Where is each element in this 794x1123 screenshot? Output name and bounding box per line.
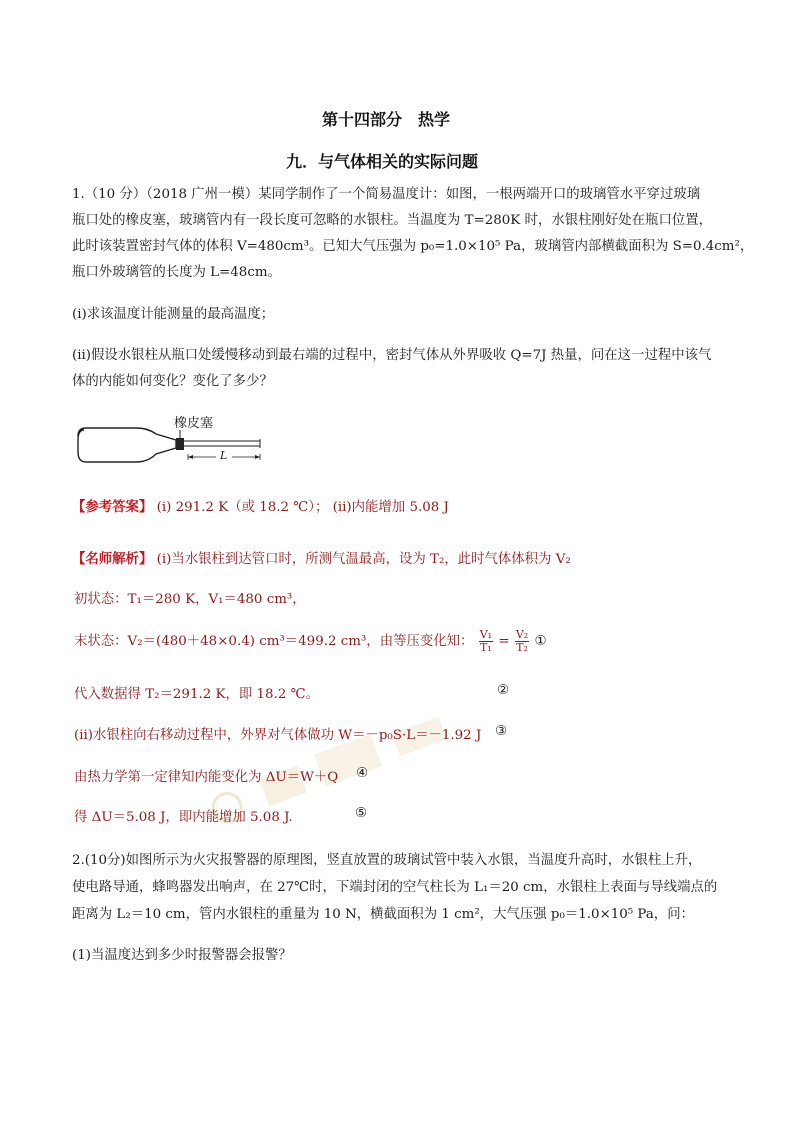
equals-sign: = [498,634,510,649]
fraction-numerator: V₁ [479,628,493,641]
fraction-numerator: V₂ [515,628,529,641]
equation-mark-3: ③ [495,724,508,739]
analysis-line-3 [74,629,546,654]
analysis-line-5: (ii)水银柱向右移动过程中，外界对气体做功 W＝－p₀S·L＝－1.92 J [74,728,482,743]
equation-mark-5: ⑤ [355,806,368,821]
analysis-text: (i)当水银柱到达管口时，所测气温最高，设为 T₂，此时气体体积为 V₂ [156,552,571,567]
analysis-line-3-text: 末状态：V₂＝(480＋48×0.4) cm³＝499.2 cm³，由等压变化知： [74,634,474,649]
fraction-v2-t2 [515,629,529,654]
thermometer-figure [74,410,274,470]
reference-answer-text: (i) 291.2 K（或 18.2 ℃）； (ii)内能增加 5.08 J [156,500,449,515]
equation-mark-2: ② [497,683,510,698]
analysis-label: 【名师解析】 [72,551,153,567]
problem-1-question-ii: 体的内能如何变化？变化了多少？ [72,374,273,389]
figure-label-rubber-stopper: 橡皮塞 [174,416,214,431]
problem-1-question-ii: (ii)假设水银柱从瓶口处缓慢移动到最右端的过程中，密封气体从外界吸收 Q=7J 热量，问在这一过程中该气 [72,348,712,363]
problem-2-line: 使电路导通，蜂鸣器发出响声，在 27℃时，下端封闭的空气柱长为 L₁＝20 cm，水银柱上表面与导线端点的 [72,880,718,895]
problem-2-line: 距离为 L₂＝10 cm，管内水银柱的重量为 10 N，横截面积为 1 cm²，大气压强 p₀＝1.0×10⁵ Pa，问： [72,907,694,922]
problem-1-line: 瓶口处的橡皮塞，玻璃管内有一段长度可忽略的水银柱。当温度为 T=280K 时，水银柱刚好处在瓶口位置， [72,213,713,228]
equation-mark-4: ④ [356,766,369,781]
section-title: 第十四部分 热学 [322,110,451,129]
equation-mark-1: ① [534,634,547,649]
reference-answer-label: 【参考答案】 [72,499,153,515]
problem-1-line: 1.（10 分）（2018 广州一模）某同学制作了一个简易温度计：如图，一根两端开口的玻璃管水平穿过玻璃 [72,187,701,202]
fraction-denominator: T₁ [480,641,492,654]
reference-answer [72,496,449,515]
analysis-line-2: 初状态：T₁＝280 K，V₁＝480 cm³， [74,592,306,607]
problem-2-question-1: (1)当温度达到多少时报警器会报警？ [72,948,292,963]
analysis-line-4: 代入数据得 T₂＝291.2 K，即 18.2 ℃。 [74,687,319,702]
analysis-line-7: 得 ΔU＝5.08 J，即内能增加 5.08 J. [74,810,293,825]
fraction-denominator: T₂ [516,641,528,654]
problem-1-question-i: (i)求该温度计能测量的最高温度； [72,307,275,322]
problem-2-line: 2.(10分)如图所示为火灾报警器的原理图，竖直放置的玻璃试管中装入水银，当温度升高时，水银柱上升， [72,853,702,868]
problem-1-line: 瓶口外玻璃管的长度为 L=48cm。 [72,265,281,280]
analysis-line-1 [72,548,571,567]
fraction-v1-t1 [479,629,493,654]
problem-1-line: 此时该装置密封气体的体积 V=480cm³。已知大气压强为 p₀=1.0×10⁵ Pa，玻璃管内部横截面积为 S=0.4cm²， [72,239,754,254]
subsection-title: 九．与气体相关的实际问题 [286,152,479,171]
analysis-line-6: 由热力学第一定律知内能变化为 ΔU＝W＋Q [74,770,339,785]
figure-label-length: L [220,449,228,462]
